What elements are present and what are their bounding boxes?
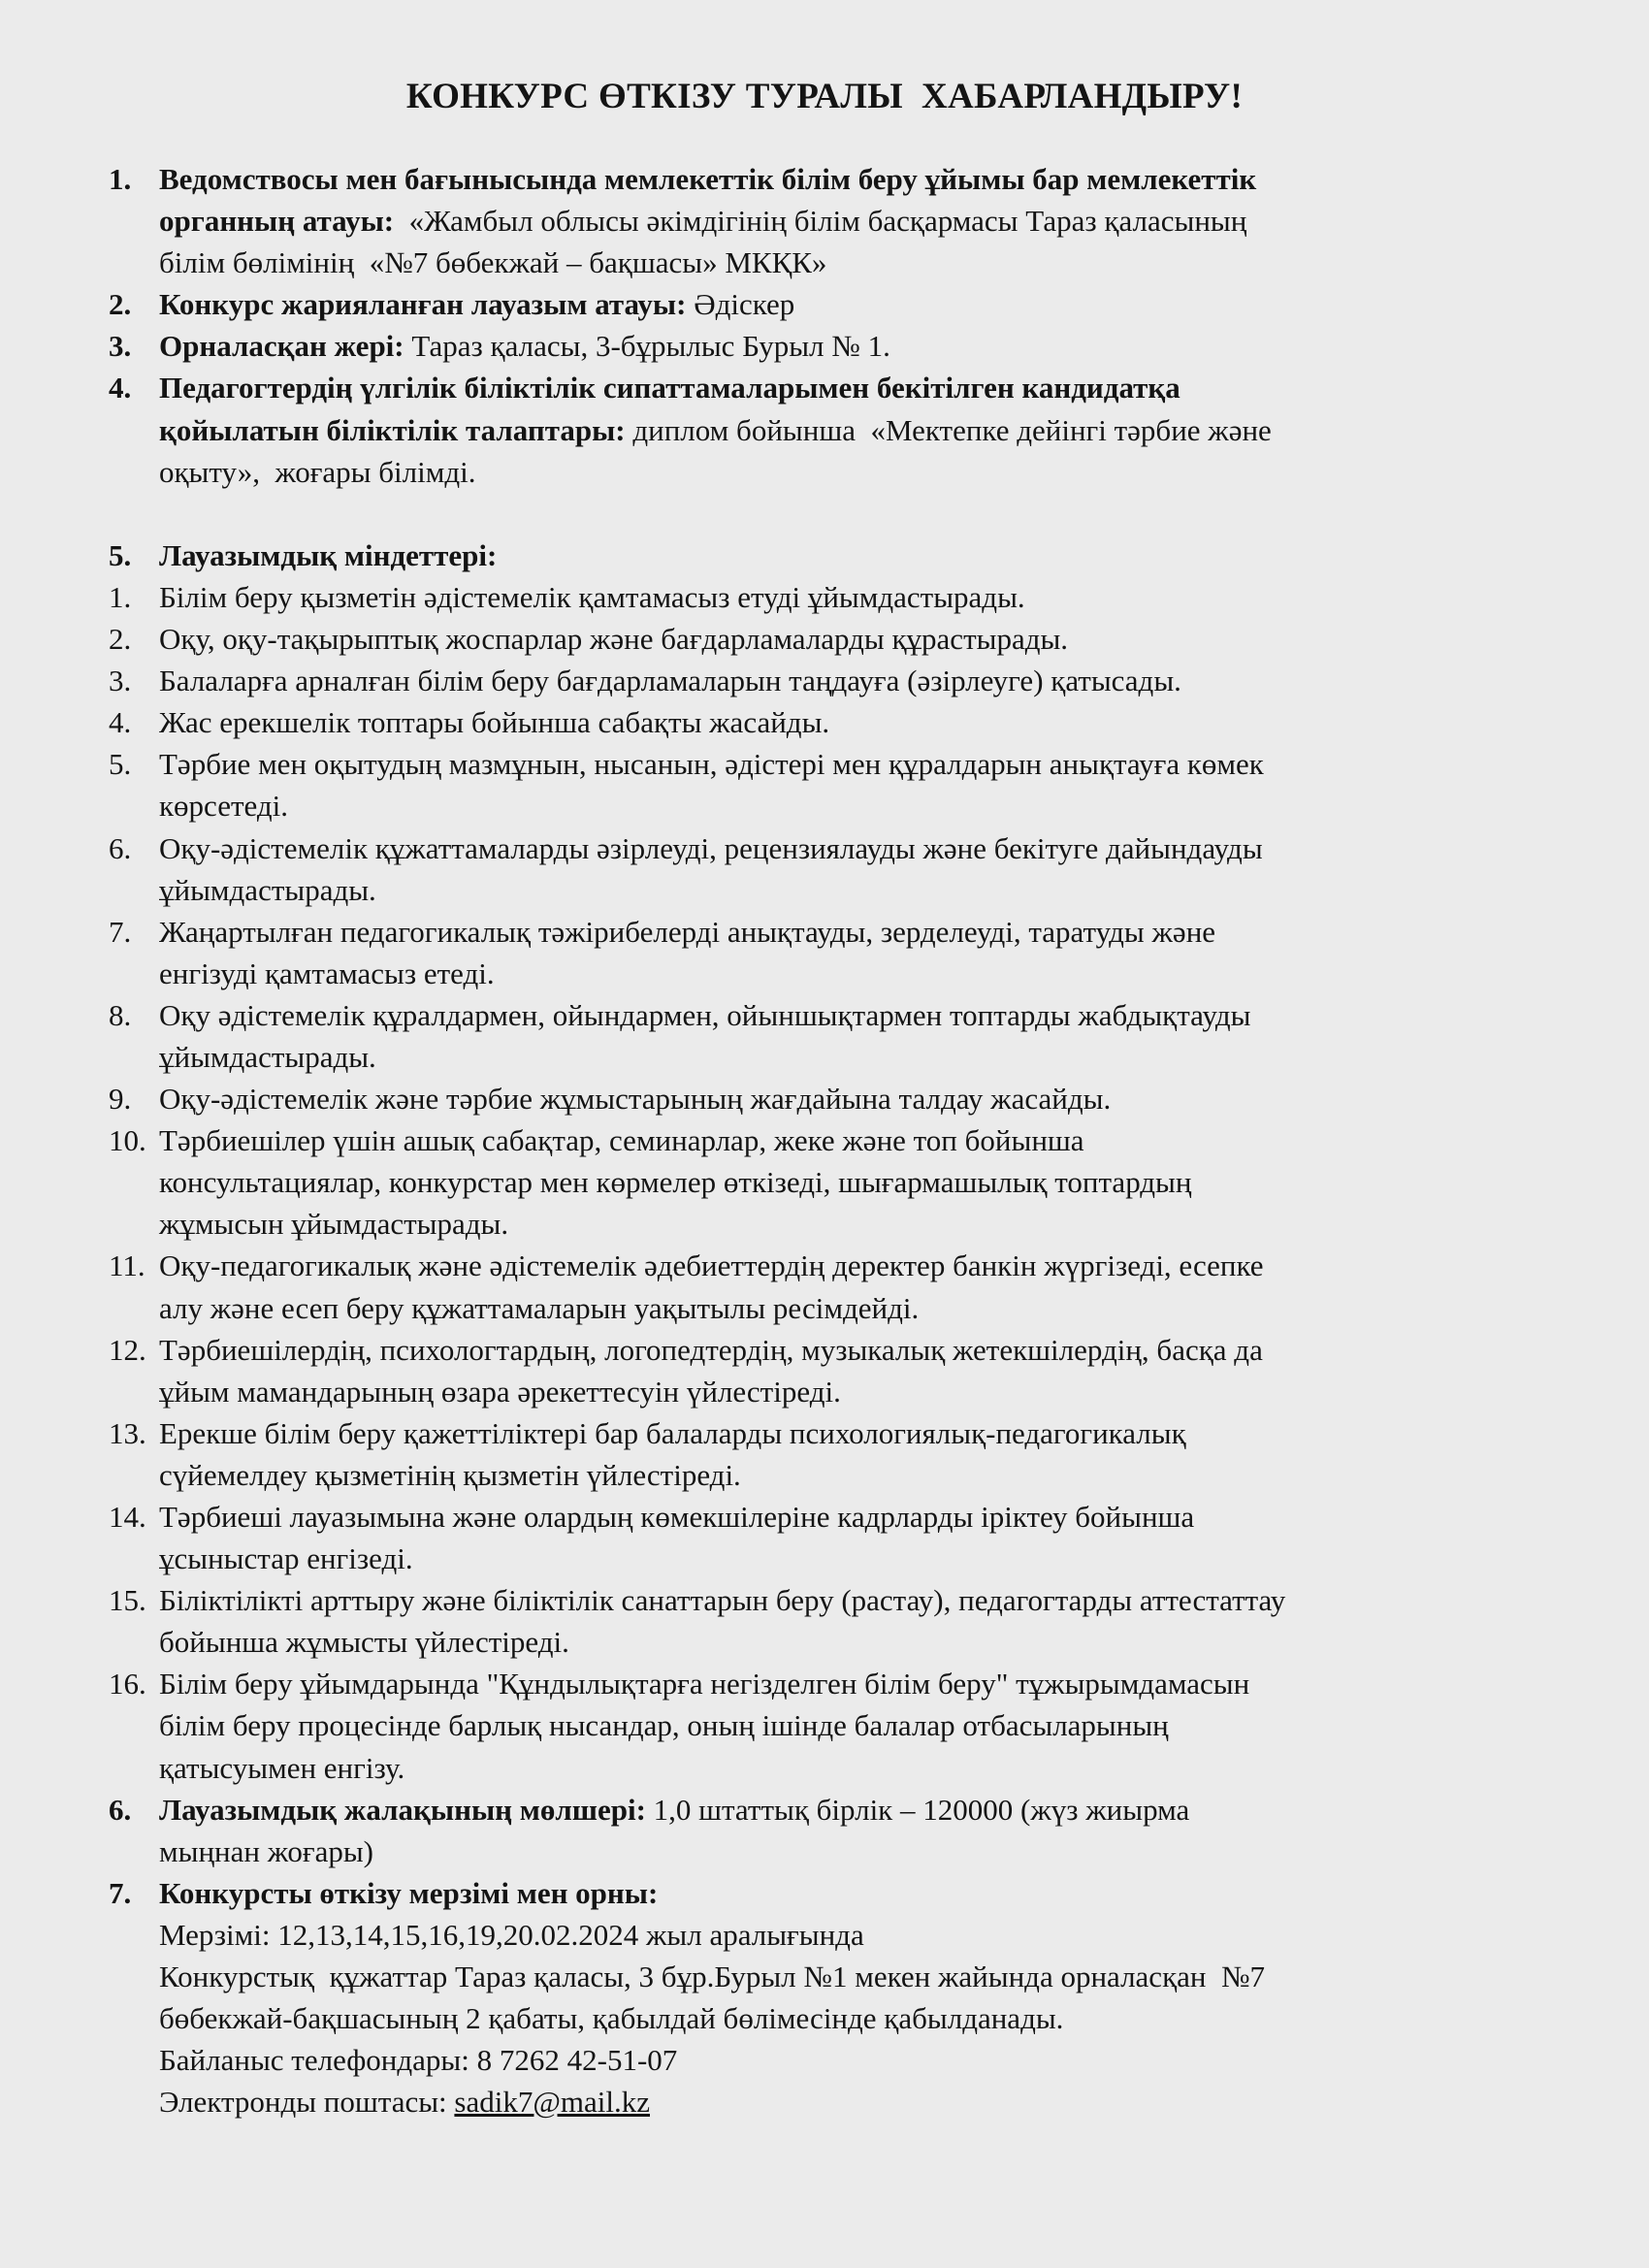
text-line: [109, 1412, 1544, 1454]
text-line: [109, 1579, 1544, 1621]
text-line: [109, 1203, 1544, 1245]
item-text: [159, 1704, 1169, 1746]
item-text: [159, 283, 794, 325]
text-line: [109, 869, 1544, 911]
text-line: [109, 1371, 1544, 1412]
item-number: 7.: [109, 1875, 132, 1910]
item-text: [159, 1245, 1264, 1286]
text-line: [109, 1914, 1544, 1956]
text-line: [109, 535, 1544, 576]
item-value: білім беру процесінде барлық нысандар, оның ішінде балалар отбасыларының: [159, 1708, 1169, 1743]
item-text: [159, 2039, 677, 2081]
item-text: [159, 1956, 1265, 1997]
list-item: [109, 1078, 1544, 1119]
list-item: [109, 1412, 1544, 1496]
item-text: [159, 1454, 741, 1496]
item-text: [159, 1119, 1084, 1161]
item-text: [159, 1621, 569, 1663]
item-number: 5.: [109, 747, 132, 782]
item-text: [159, 701, 829, 743]
item-text: [159, 409, 1272, 451]
list-item: [109, 1872, 1544, 2123]
item-value: енгізуді қамтамасыз етеді.: [159, 956, 495, 990]
item-value: Оқу-әдістемелік және тәрбие жұмыстарының жағдайына талдау жасайды.: [159, 1082, 1112, 1117]
item-value: Электронды поштасы:: [159, 2085, 455, 2120]
text-line: [109, 911, 1544, 953]
list-item: [109, 1663, 1544, 1788]
list-item: [109, 660, 1544, 701]
text-line: [109, 743, 1544, 785]
item-text: [159, 827, 1263, 869]
text-line: [109, 785, 1544, 826]
text-line: [109, 1831, 1544, 1872]
text-line: [109, 1036, 1544, 1078]
item-text: [159, 1161, 1191, 1203]
item-value: «Жамбыл облысы әкімдігінің білім басқармасы Тараз қаласының: [394, 204, 1247, 239]
item-text: [159, 451, 475, 493]
text-line: [109, 827, 1544, 869]
item-number: 6.: [109, 1792, 132, 1827]
list-item: [109, 911, 1544, 994]
item-number: 2.: [109, 287, 132, 322]
item-text: [159, 911, 1215, 953]
text-line: [109, 158, 1544, 200]
item-value: Тәрбиеші лауазымына және олардың көмекшілеріне кадрларды іріктеу бойынша: [159, 1500, 1195, 1534]
item-value: бойынша жұмысты үйлестіреді.: [159, 1625, 569, 1660]
list-item: [109, 994, 1544, 1078]
text-line: [109, 1747, 1544, 1789]
list-item: [109, 158, 1544, 283]
item-value: ұйым мамандарының өзара әрекеттесуін үйлестіреді.: [159, 1374, 841, 1409]
item-value: консультациялар, конкурстар мен көрмелер өткізеді, шығармашылық топтардың: [159, 1165, 1192, 1200]
item-text: [159, 1287, 919, 1329]
text-line: [109, 367, 1544, 408]
item-text: [159, 1078, 1111, 1119]
text-line: [109, 1621, 1544, 1663]
item-text: [159, 785, 288, 826]
item-value: Тараз қаласы, 3-бұрылыс Бурыл № 1.: [404, 329, 890, 364]
item-value: Әдіскер: [686, 287, 795, 322]
text-line: [109, 1704, 1544, 1746]
item-value: сүйемелдеу қызметінің қызметін үйлестіреді.: [159, 1457, 741, 1492]
item-number: 1.: [109, 162, 132, 196]
item-number: 2.: [109, 622, 132, 657]
item-text: [159, 1747, 404, 1789]
item-number: 3.: [109, 329, 132, 364]
item-value: Тәрбиешілердің, психологтардың, логопедтердің, музыкалық жетекшілердің, басқа да: [159, 1332, 1263, 1367]
list-item: [109, 325, 1544, 367]
text-line: [109, 1997, 1544, 2039]
item-value: мыңнан жоғары): [159, 1833, 373, 1868]
text-line: [109, 994, 1544, 1036]
text-line: [109, 1161, 1544, 1203]
item-value: алу және есеп беру құжаттамаларын уақытылы ресімдейді.: [159, 1290, 920, 1325]
text-line: [109, 2039, 1544, 2081]
item-text: [159, 1789, 1189, 1831]
item-value: ұйымдастырады.: [159, 1039, 376, 1074]
email-link[interactable]: sadik7@mail.kz: [454, 2085, 650, 2120]
item-text: [159, 1831, 373, 1872]
item-number: 16.: [109, 1667, 146, 1701]
item-value: Білім беру қызметін әдістемелік қамтамасыз етуді ұйымдастырады.: [159, 579, 1025, 614]
item-number: 4.: [109, 705, 132, 740]
item-value: оқыту», жоғары білімді.: [159, 454, 476, 489]
item-heading: Ведомствосы мен бағынысында мемлекеттік білім беру ұйымы бар мемлекеттік: [159, 162, 1257, 196]
item-value: диплом бойынша «Мектепке дейінгі тәрбие және: [625, 412, 1272, 447]
item-text: [159, 1412, 1186, 1454]
item-value: Тәрбиешілер үшін ашық сабақтар, семинарлар, жеке және топ бойынша: [159, 1123, 1084, 1158]
item-number: 5.: [109, 537, 132, 572]
item-number: 12.: [109, 1332, 146, 1367]
item-value: Біліктілікті арттыру және біліктілік санаттарын беру (растау), педагогтарды аттестаттау: [159, 1583, 1286, 1618]
item-text: [159, 1371, 841, 1412]
item-value: бөбекжай-бақшасының 2 қабаты, қабылдай бөлімесінде қабылданады.: [159, 2001, 1064, 2036]
item-value: Оқу-педагогикалық және әдістемелік әдебиеттердің деректер банкін жүргізеді, есепке: [159, 1248, 1264, 1283]
item-text: [159, 1663, 1249, 1704]
item-heading: Лауазымдық міндеттері:: [159, 537, 498, 572]
text-line: [109, 1454, 1544, 1496]
item-text: [159, 200, 1246, 242]
list-item: [109, 1329, 1544, 1412]
item-number: 1.: [109, 579, 132, 614]
item-text: [159, 158, 1256, 200]
item-value: ұсыныстар енгізеді.: [159, 1541, 413, 1576]
text-line: [109, 283, 1544, 325]
text-line: [109, 325, 1544, 367]
item-text: [159, 953, 495, 994]
item-number: 4.: [109, 371, 132, 405]
list-item: [109, 1245, 1544, 1328]
item-text: [159, 1997, 1063, 2039]
item-number: 13.: [109, 1415, 146, 1450]
item-number: 14.: [109, 1500, 146, 1534]
item-text: [159, 576, 1025, 618]
item-heading: Конкурсты өткізу мерзімі мен орны:: [159, 1875, 659, 1910]
item-text: [159, 618, 1068, 660]
item-value: жұмысын ұйымдастырады.: [159, 1207, 509, 1242]
item-value: Балаларға арналған білім беру бағдарламаларын таңдауға (әзірлеуге) қатысады.: [159, 664, 1181, 698]
list-item: [109, 367, 1544, 492]
item-value: ұйымдастырады.: [159, 872, 376, 907]
item-value: Ерекше білім беру қажеттіліктері бар балаларды психологиялық-педагогикалық: [159, 1415, 1186, 1450]
item-heading: Педагогтердің үлгілік біліктілік сипаттамаларымен бекітілген кандидатқа: [159, 371, 1180, 405]
text-line: [109, 1663, 1544, 1704]
text-line: [109, 2081, 1544, 2122]
list-item: [109, 743, 1544, 826]
item-number: 7.: [109, 914, 132, 949]
item-value: қатысуымен енгізу.: [159, 1750, 405, 1785]
item-value: Жаңартылған педагогикалық тәжірибелерді анықтауды, зерделеуді, таратуды және: [159, 914, 1216, 949]
item-value: Оқу-әдістемелік құжаттамаларды әзірлеуді, рецензиялауды және бекітуге дайындауды: [159, 830, 1263, 865]
item-number: 11.: [109, 1248, 146, 1283]
text-line: [109, 1789, 1544, 1831]
text-line: [109, 1872, 1544, 1914]
text-line: [109, 1538, 1544, 1579]
item-text: [159, 1914, 864, 1956]
item-text: [159, 2081, 650, 2122]
item-value: Тәрбие мен оқытудың мазмұнын, нысанын, әдістері мен құралдарын анықтауға көмек: [159, 747, 1264, 782]
list-item: [109, 827, 1544, 911]
item-number: 6.: [109, 830, 132, 865]
text-line: [109, 660, 1544, 701]
text-line: [109, 200, 1544, 242]
item-number: 3.: [109, 664, 132, 698]
item-heading: Лауазымдық жалақының мөлшері:: [159, 1792, 646, 1827]
item-text: [159, 325, 890, 367]
list-item: [109, 283, 1544, 325]
page-title: КОНКУРС ӨТКІЗУ ТУРАЛЫ ХАБАРЛАНДЫРУ!: [405, 77, 1244, 116]
item-value: Білім беру ұйымдарында "Құндылықтарға негізделген білім беру" тұжырымдамасын: [159, 1667, 1250, 1701]
blank-line: [109, 493, 1544, 535]
item-number: 9.: [109, 1082, 132, 1117]
text-line: [109, 409, 1544, 451]
text-line: [109, 701, 1544, 743]
item-number: 10.: [109, 1123, 146, 1158]
item-heading: Конкурс жарияланған лауазым атауы:: [159, 287, 687, 322]
item-value: Байланыс телефондары: 8 7262 42-51-07: [159, 2043, 678, 2078]
item-value: Оқу, оқу-тақырыптық жоспарлар және бағдарламаларды құрастырады.: [159, 622, 1069, 657]
text-line: [109, 1956, 1544, 1997]
list-item: [109, 1119, 1544, 1245]
item-text: [159, 535, 497, 576]
list-item: [109, 1496, 1544, 1579]
item-text: [159, 743, 1264, 785]
item-value: Мерзімі: 12,13,14,15,16,19,20.02.2024 жыл аралығында: [159, 1917, 864, 1952]
item-text: [159, 367, 1180, 408]
item-text: [159, 1496, 1194, 1538]
item-text: [159, 1203, 508, 1245]
list-item: [109, 701, 1544, 743]
text-line: [109, 1245, 1544, 1286]
item-value: Жас ерекшелік топтары бойынша сабақты жасайды.: [159, 705, 830, 740]
list-item: [109, 618, 1544, 660]
item-text: [159, 242, 826, 283]
text-line: [109, 1287, 1544, 1329]
text-line: [109, 1496, 1544, 1538]
item-value: білім бөлімінің «№7 бөбекжай – бақшасы» МКҚК»: [159, 245, 827, 280]
text-line: [109, 242, 1544, 283]
text-line: [109, 576, 1544, 618]
item-value: 1,0 штаттық бірлік – 120000 (жүз жиырма: [645, 1792, 1190, 1827]
list-item: [109, 1789, 1544, 1872]
item-text: [159, 1036, 376, 1078]
list-item: [109, 535, 1544, 576]
item-number: 8.: [109, 997, 132, 1032]
item-value: Конкурстық құжаттар Тараз қаласы, 3 бұр.Бурыл №1 мекен жайында орналасқан №7: [159, 1960, 1266, 1994]
text-line: [109, 451, 1544, 493]
item-text: [159, 1579, 1285, 1621]
item-text: [159, 869, 376, 911]
item-heading: қойылатын біліктілік талаптары:: [159, 412, 626, 447]
item-text: [159, 660, 1181, 701]
list-item: [109, 1579, 1544, 1663]
item-value: Оқу әдістемелік құралдармен, ойындармен, ойыншықтармен топтарды жабдықтауды: [159, 997, 1251, 1032]
text-line: [109, 1078, 1544, 1119]
item-text: [159, 1329, 1263, 1371]
item-text: [159, 994, 1250, 1036]
announcement-body: [109, 158, 1544, 2122]
text-line: [109, 1329, 1544, 1371]
item-number: 15.: [109, 1583, 146, 1618]
item-heading: органның атауы:: [159, 204, 395, 239]
text-line: [109, 953, 1544, 994]
item-value: көрсетеді.: [159, 789, 288, 824]
text-line: [109, 1119, 1544, 1161]
item-heading: Орналасқан жері:: [159, 329, 404, 364]
item-text: [159, 1538, 413, 1579]
item-text: [159, 1872, 658, 1914]
list-item: [109, 576, 1544, 618]
text-line: [109, 618, 1544, 660]
